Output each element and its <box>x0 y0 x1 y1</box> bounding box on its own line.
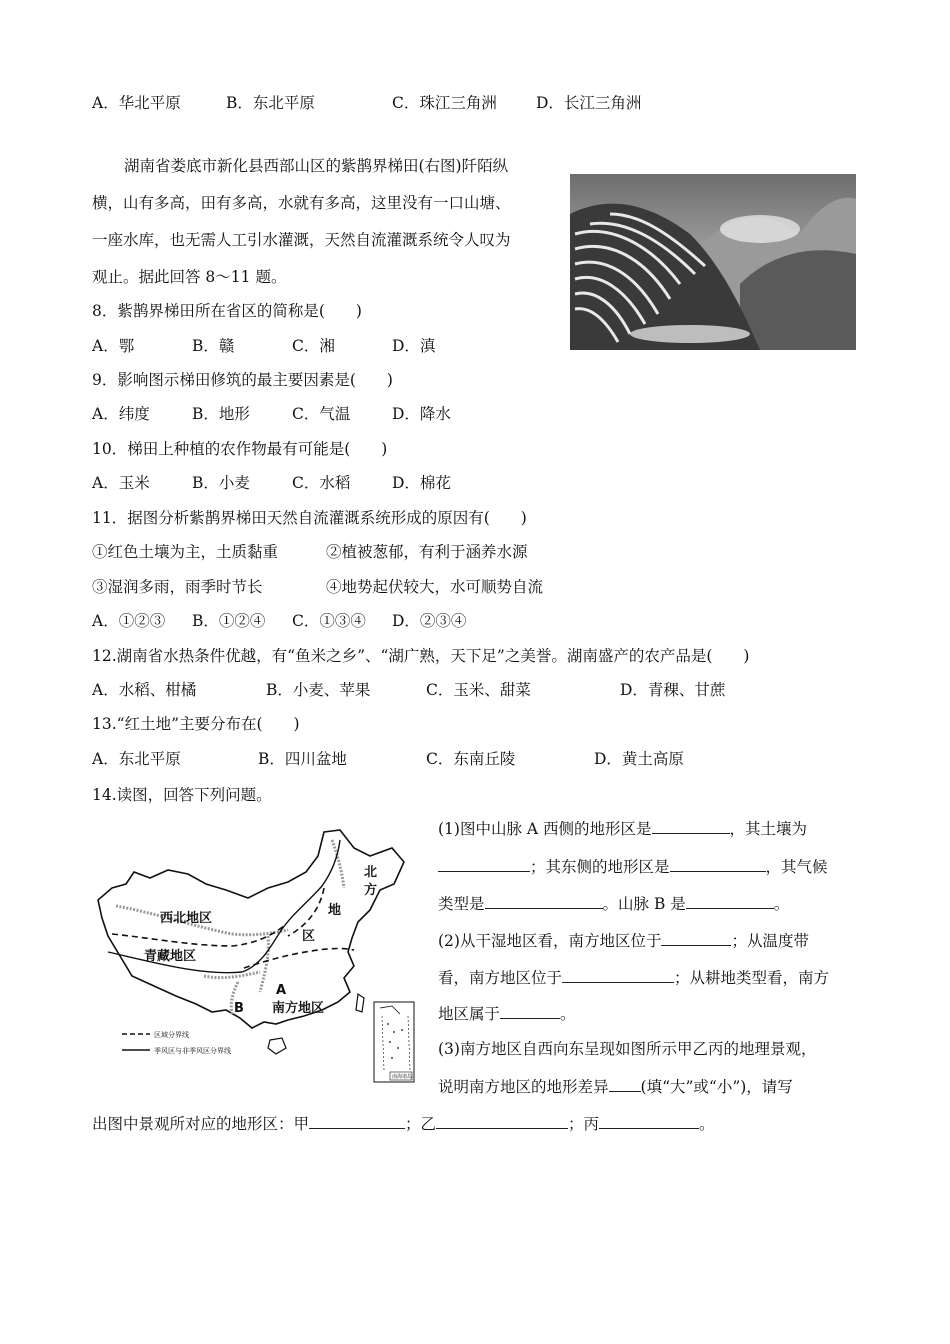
mountain-b-label: B <box>234 1001 244 1016</box>
q9-option-c: C．气温 <box>292 405 351 423</box>
q12-option-b: B．小麦、苹果 <box>266 681 371 699</box>
q14-p2-line3: 地区属于 。 <box>438 1002 576 1025</box>
q14-p2-line2: 看，南方地区位于 ；从耕地类型看，南方 <box>438 966 829 989</box>
legend-monsoon-boundary: 季风区与非季风区分界线 <box>154 1047 231 1055</box>
answer-blank[interactable] <box>599 1112 699 1129</box>
intro-line: 湖南省娄底市新化县西部山区的紫鹊界梯田(右图)阡陌纵 <box>124 157 509 175</box>
answer-blank[interactable] <box>652 817 730 834</box>
q10-stem: 10．梯田上种植的农作物最有可能是( ) <box>92 440 388 458</box>
q8-stem: 8．紫鹊界梯田所在省区的简称是( ) <box>92 302 362 320</box>
q11-option-c: C．①③④ <box>292 612 366 630</box>
q7-option-b: B．东北平原 <box>226 94 315 112</box>
q11-option-a: A．①②③ <box>92 612 166 630</box>
q11-option-d: D．②③④ <box>392 612 467 630</box>
map-label-north-4: 区 <box>302 929 316 944</box>
q12-option-d: D．青稞、甘蔗 <box>620 681 726 699</box>
q11-option-b: B．①②④ <box>192 612 266 630</box>
q13-option-d: D．黄土高原 <box>594 750 684 768</box>
q7-option-c: C．珠江三角洲 <box>392 94 497 112</box>
q11-item: ③湿润多雨，雨季时节长 <box>92 578 263 596</box>
q9-option-a: A．纬度 <box>92 405 150 423</box>
answer-blank[interactable] <box>309 1112 405 1129</box>
q14-p3-line3: 出图中景观所对应的地形区：甲 ；乙 ；丙 。 <box>92 1112 715 1135</box>
answer-blank[interactable] <box>670 855 766 872</box>
intro-line: 横，山有多高，田有多高，水就有多高，这里没有一口山塘、 <box>92 194 511 212</box>
taiwan-island <box>356 994 364 1012</box>
q14-p1-line1: (1)图中山脉 A 西侧的地形区是 ，其土壤为 <box>438 817 807 840</box>
terrace-photo <box>570 174 856 350</box>
intro-line: 一座水库，也无需人工引水灌溉，天然自流灌溉系统令人叹为 <box>92 231 511 249</box>
inset-label: 南海诸岛 <box>392 1074 413 1080</box>
answer-blank[interactable] <box>436 1112 568 1129</box>
map-label-north-3: 地 <box>328 903 342 918</box>
q13-option-c: C．东南丘陵 <box>426 750 516 768</box>
china-region-map <box>92 826 432 1088</box>
q8-option-d: D．滇 <box>392 337 436 355</box>
answer-blank[interactable] <box>609 1075 641 1092</box>
q11-item: ②植被葱郁，有利于涵养水源 <box>326 543 528 561</box>
map-label-northwest: 西北地区 <box>160 911 213 926</box>
q14-p3-line2: 说明南方地区的地形差异 (填“大”或“小”)，请写 <box>438 1075 793 1098</box>
q14-stem: 14.读图，回答下列问题。 <box>92 786 272 804</box>
q7-option-d: D．长江三角洲 <box>536 94 642 112</box>
q9-stem: 9．影响图示梯田修筑的最主要因素是( ) <box>92 371 393 389</box>
answer-blank[interactable] <box>562 966 674 983</box>
q10-option-c: C．水稻 <box>292 474 351 492</box>
intro-line: 观止。据此回答 8～11 题。 <box>92 268 287 286</box>
q13-stem: 13.“红土地”主要分布在( ) <box>92 715 300 733</box>
map-legend <box>122 1030 231 1055</box>
q8-option-c: C．湘 <box>292 337 335 355</box>
q11-item: ④地势起伏较大，水可顺势自流 <box>326 578 544 596</box>
q14-p3-line1: (3)南方地区自西向东呈现如图所示甲乙丙的地理景观， <box>438 1040 817 1058</box>
q14-p1-line3: 类型是 。山脉 B 是 。 <box>438 892 789 915</box>
q9-option-b: B．地形 <box>192 405 250 423</box>
q14-p1-line2: ；其东侧的地形区是 ，其气候 <box>438 855 828 878</box>
mountain-a-label: A <box>276 983 287 998</box>
map-label-south: 南方地区 <box>272 1001 325 1016</box>
answer-blank[interactable] <box>485 892 603 909</box>
map-label-qingzang: 青藏地区 <box>144 949 197 964</box>
q7-option-a: A．华北平原 <box>92 94 181 112</box>
q13-option-b: B．四川盆地 <box>258 750 347 768</box>
q8-option-a: A．鄂 <box>92 337 135 355</box>
legend-region-boundary: 区域分界线 <box>154 1031 189 1039</box>
map-label-north-1: 北 <box>364 865 378 880</box>
q13-option-a: A．东北平原 <box>92 750 181 768</box>
q10-option-b: B．小麦 <box>192 474 250 492</box>
answer-blank[interactable] <box>686 892 774 909</box>
q14-p2-line1: (2)从干湿地区看，南方地区位于 ；从温度带 <box>438 929 809 952</box>
q10-option-a: A．玉米 <box>92 474 150 492</box>
south-china-sea-inset <box>374 1002 414 1082</box>
q11-item: ①红色土壤为主，土质黏重 <box>92 543 279 561</box>
q12-option-c: C．玉米、甜菜 <box>426 681 531 699</box>
q8-option-b: B．赣 <box>192 337 235 355</box>
map-label-north-2: 方 <box>364 883 378 898</box>
hainan-island <box>268 1038 286 1054</box>
q11-stem: 11．据图分析紫鹊界梯田天然自流灌溉系统形成的原因有( ) <box>92 509 527 527</box>
q12-stem: 12.湖南省水热条件优越，有“鱼米之乡”、“湖广熟，天下足”之美誉。湖南盛产的农产品是( ) <box>92 647 750 665</box>
answer-blank[interactable] <box>438 855 530 872</box>
q9-option-d: D．降水 <box>392 405 451 423</box>
q10-option-d: D．棉花 <box>392 474 451 492</box>
answer-blank[interactable] <box>500 1002 560 1019</box>
answer-blank[interactable] <box>661 929 731 946</box>
q12-option-a: A．水稻、柑橘 <box>92 681 197 699</box>
